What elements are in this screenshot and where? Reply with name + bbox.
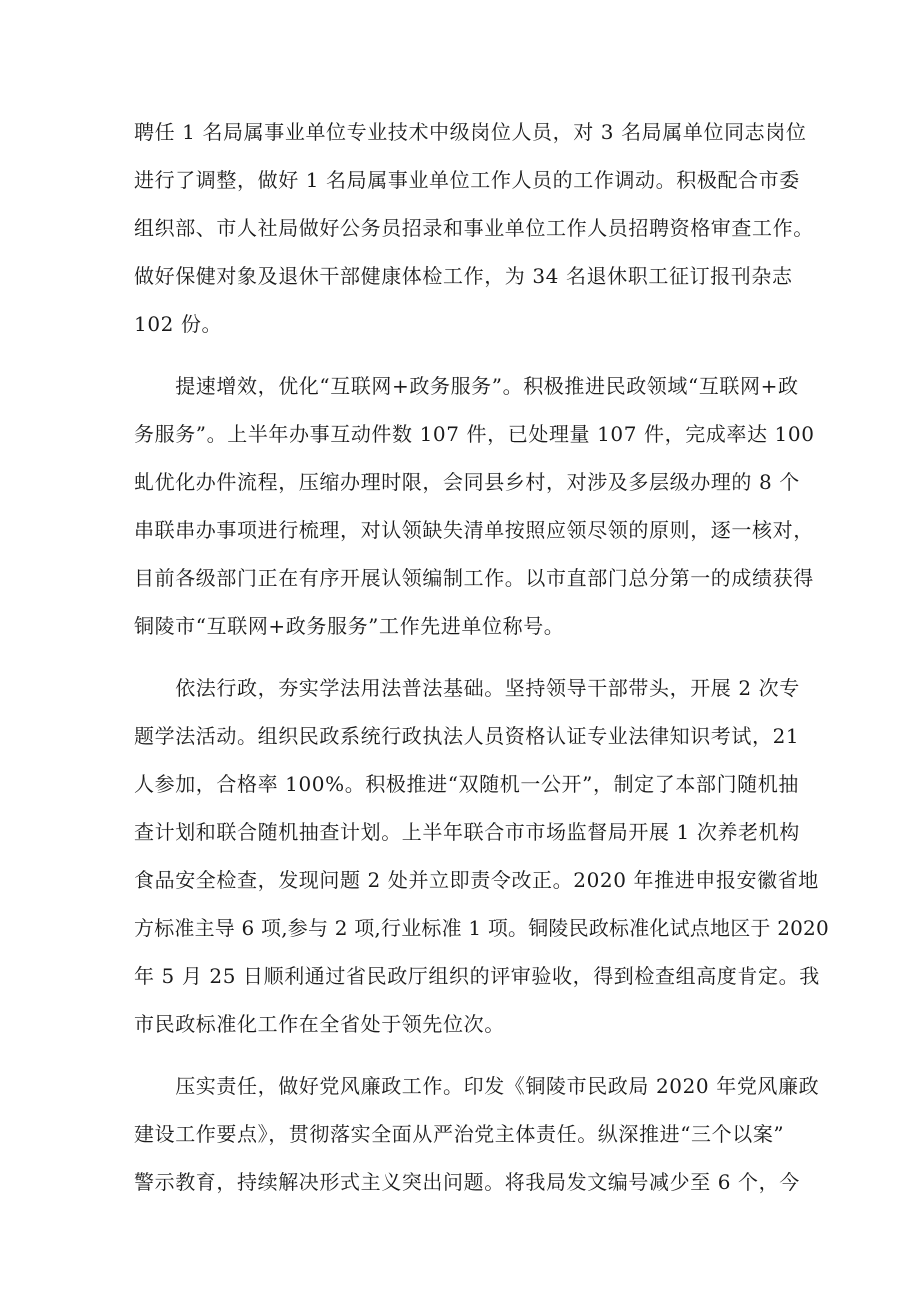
text-line: 102 份。 [134, 312, 223, 336]
paragraph-party-conduct [134, 1062, 820, 1206]
text-line: 虬优化办件流程，压缩办理时限，会同县乡村，对涉及多层级办理的 8 个 [134, 470, 800, 494]
paragraph-spacer [134, 650, 794, 664]
text-line: 人参加，合格率 100%。积极推进“双随机一公开”，制定了本部门随机抽 [134, 772, 799, 796]
text-line: 组织部、市人社局做好公务员招录和事业单位工作人员招聘资格审查工作。 [134, 216, 814, 240]
paragraph-spacer [134, 1048, 794, 1062]
paragraph-spacer [134, 348, 794, 362]
text-line: 铜陵市“互联网+政务服务”工作先进单位称号。 [134, 614, 565, 638]
text-line: 进行了调整，做好 1 名局属事业单位工作人员的工作调动。积极配合市委 [134, 168, 800, 192]
text-line: 食品安全检查，发现问题 2 处并立即责令改正。2020 年推进申报安徽省地 [134, 868, 819, 892]
text-line: 务服务”。上半年办事互动件数 107 件，已处理量 107 件，完成率达 100 [134, 422, 815, 446]
text-line: 依法行政，夯实学法用法普法基础。坚持领导干部带头，开展 2 次专 [134, 676, 800, 700]
text-line: 题学法活动。组织民政系统行政执法人员资格认证专业法律知识考试，21 [134, 724, 800, 748]
text-line: 压实责任，做好党风廉政工作。印发《铜陵市民政局 2020 年党风廉政 [134, 1074, 820, 1098]
document-body [134, 108, 829, 1206]
text-line: 年 5 月 25 日顺利通过省民政厅组织的评审验收，得到检查组高度肯定。我 [134, 964, 820, 988]
text-line: 做好保健对象及退休干部健康体检工作，为 34 名退休职工征订报刊杂志 [134, 264, 793, 288]
text-line: 查计划和联合随机抽查计划。上半年联合市市场监督局开展 1 次养老机构 [134, 820, 800, 844]
paragraph-rule-of-law [134, 664, 829, 1048]
text-line: 串联串办事项进行梳理，对认领缺失清单按照应领尽领的原则，逐一核对， [134, 518, 814, 542]
text-line: 方标准主导 6 项,参与 2 项,行业标准 1 项。铜陵民政标准化试点地区于 2020 [134, 916, 829, 940]
text-line: 警示教育，持续解决形式主义突出问题。将我局发文编号减少至 6 个，今 [134, 1170, 800, 1194]
text-line: 建设工作要点》，贯彻落实全面从严治党主体责任。纵深推进“三个以案” [134, 1122, 785, 1146]
paragraph-internet-government-services [134, 362, 815, 650]
text-line: 市民政标准化工作在全省处于领先位次。 [134, 1012, 505, 1036]
text-line: 提速增效，优化“互联网+政务服务”。积极推进民政领域“互联网+政 [134, 374, 799, 398]
paragraph-personnel [134, 108, 814, 348]
text-line: 聘任 1 名局属事业单位专业技术中级岗位人员，对 3 名局属单位同志岗位 [134, 120, 807, 144]
text-line: 目前各级部门正在有序开展认领编制工作。以市直部门总分第一的成绩获得 [134, 566, 814, 590]
